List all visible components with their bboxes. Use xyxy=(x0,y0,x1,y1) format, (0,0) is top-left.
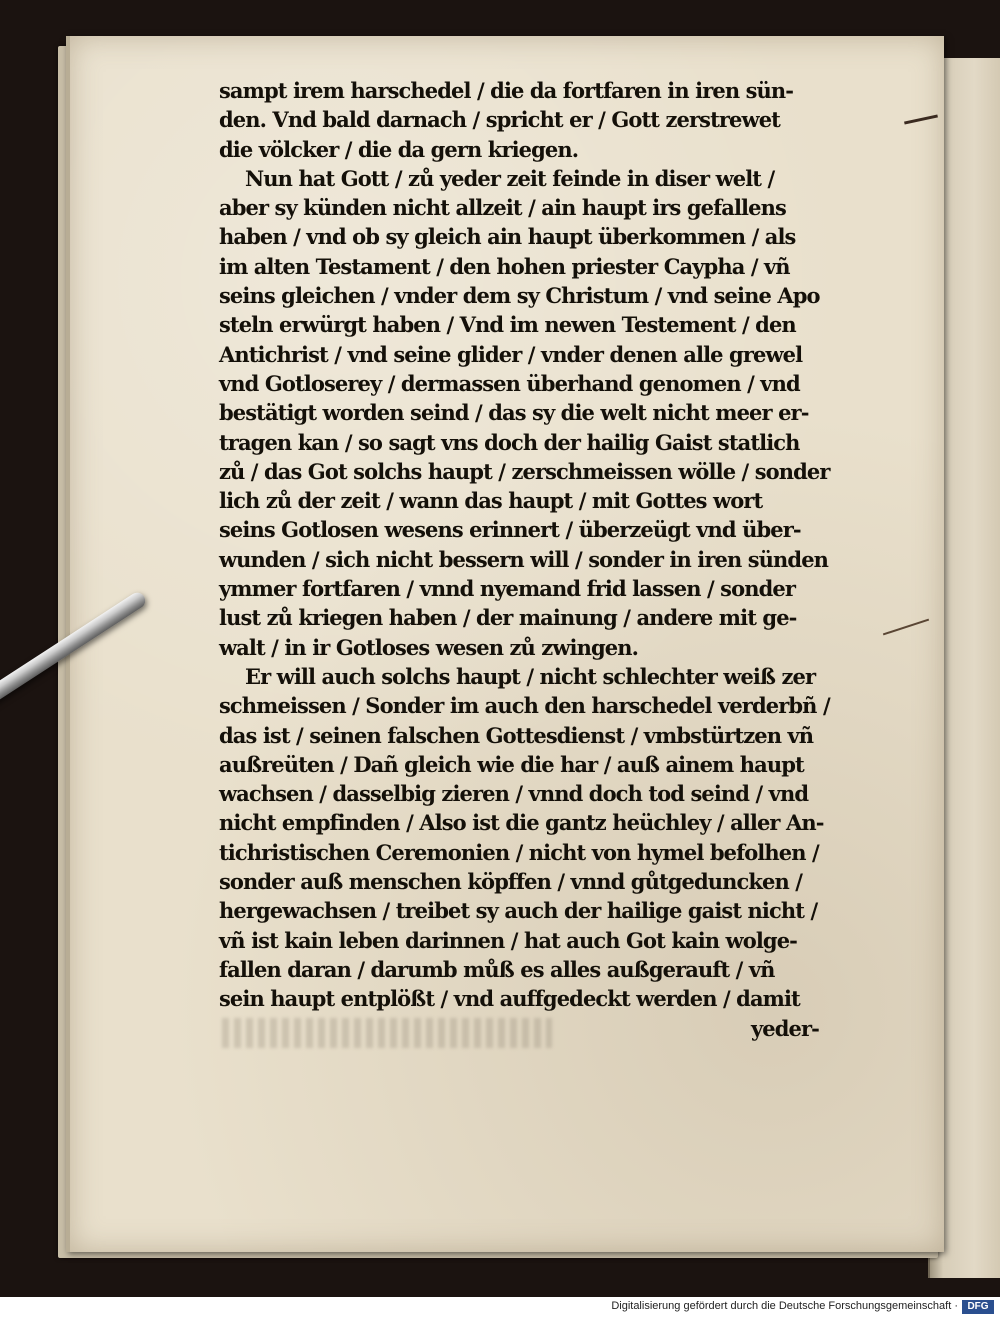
text-line: tragen kan / so sagt vns doch der hailig Gaist statlich xyxy=(219,429,800,455)
text-line: bestätigt worden seind / das sy die welt nicht meer er- xyxy=(219,400,809,426)
text-line: vñ ist kain leben darinnen / hat auch Got kain wolge- xyxy=(219,927,797,953)
text-line: Antichrist / vnd seine glider / vnder denen alle grewel xyxy=(219,341,803,367)
text-line: das ist / seinen falschen Gottesdienst / vmbstürtzen vñ xyxy=(219,722,814,748)
funding-credit: Digitalisierung gefördert durch die Deutsche Forschungsgemeinschaft · xyxy=(611,1300,958,1312)
text-line: außreüten / Dañ gleich wie die har / auß ainem haupt xyxy=(219,751,804,777)
text-line: lust zů kriegen haben / der mainung / andere mit ge- xyxy=(219,605,797,631)
text-line: zů / das Got solchs haupt / zerschmeissen wölle / sonder xyxy=(219,458,830,484)
text-line: steln erwürgt haben / Vnd im newen Testement / den xyxy=(219,312,796,338)
text-line: im alten Testament / den hohen priester Caypha / vñ xyxy=(219,253,790,279)
text-line: walt / in ir Gotloses wesen zů zwingen. xyxy=(219,634,638,660)
text-line: Nun hat Gott / zů yeder zeit feinde in diser welt / xyxy=(245,165,775,191)
text-line: hergewachsen / treibet sy auch der hailige gaist nicht / xyxy=(219,898,818,924)
text-line: seins Gotlosen wesens erinnert / überzeügt vnd über- xyxy=(219,517,801,543)
text-line: vnd Gotloserey / dermassen überhand genomen / vnd xyxy=(219,370,800,396)
text-line: ymmer fortfaren / vnnd nyemand frid lassen / sonder xyxy=(219,576,795,602)
catchword: yeder- xyxy=(751,1015,819,1041)
text-line: sein haupt entplößt / vnd auffgedeckt werden / damit xyxy=(219,986,800,1012)
text-line: wachsen / dasselbig zieren / vnnd doch tod seind / vnd xyxy=(219,781,809,807)
text-line: aber sy künden nicht allzeit / ain haupt irs gefallens xyxy=(219,195,786,221)
dfg-logo[interactable]: DFG xyxy=(962,1300,994,1314)
text-line: Er will auch solchs haupt / nicht schlechter weiß zer xyxy=(245,663,816,689)
text-line: die völcker / die da gern kriegen. xyxy=(219,136,579,162)
text-line: tichristischen Ceremonien / nicht von hymel befolhen / xyxy=(219,839,819,865)
text-line: haben / vnd ob sy gleich ain haupt überkommen / als xyxy=(219,224,796,250)
text-line: wunden / sich nicht bessern will / sonder in iren sünden xyxy=(219,546,829,572)
text-line: sampt irem harschedel / die da fortfaren in iren sün- xyxy=(219,78,794,103)
text-line: schmeissen / Sonder im auch den harschedel verderbñ / xyxy=(219,693,830,719)
text-line: nicht empfinden / Also ist die gantz heüchley / aller An- xyxy=(219,810,824,836)
text-line: sonder auß menschen köpffen / vnnd gůtgeduncken / xyxy=(219,869,803,895)
footer-bar xyxy=(0,1297,1000,1317)
text-line: fallen daran / darumb můß es alles außgerauft / vñ xyxy=(219,956,775,982)
printed-text-block xyxy=(219,76,830,1043)
text-line: lich zů der zeit / wann das haupt / mit Gottes wort xyxy=(219,488,763,514)
text-line: seins gleichen / vnder dem sy Christum / vnd seine Apo xyxy=(219,283,820,309)
text-line: den. Vnd bald darnach / spricht er / Gott zerstrewet xyxy=(219,107,780,133)
